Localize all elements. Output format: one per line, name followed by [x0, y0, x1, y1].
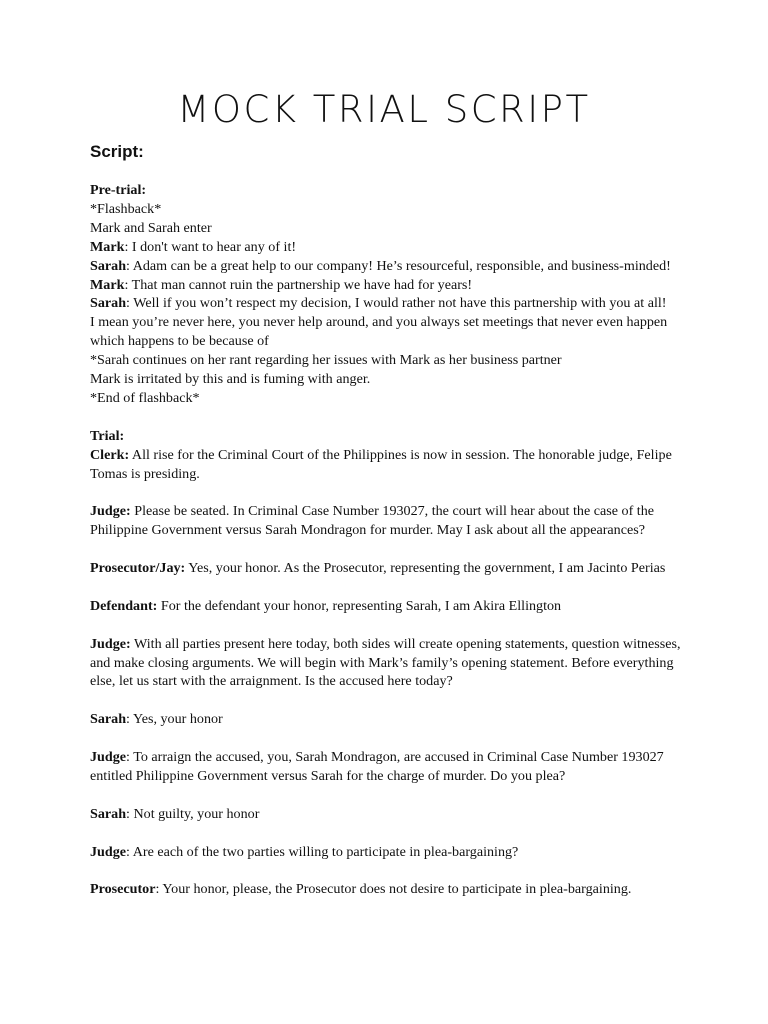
trial-dialogue: Prosecutor/Jay: Yes, your honor. As the Prosecutor, representing the government, I am Jacinto Perias: [90, 560, 666, 577]
trial-dialogue: Sarah: Not guilty, your honor: [90, 805, 260, 822]
trial-dialogue: Judge: To arraign the accused, you, Sarah Mondragon, are accused in Criminal Case Number 193027 entitled Philippine Government versus Sarah for the charge of murder. Do you plea?: [90, 749, 664, 784]
speaker-name: Sarah: [90, 295, 127, 312]
dialogue-line: Sarah: Adam can be a great help to our company! He’s resourceful, responsible, and business-minded!: [90, 257, 671, 274]
speaker-name: Defendant:: [90, 597, 158, 614]
speaker-name: Judge: [90, 843, 127, 860]
trial-dialogue: Judge: Are each of the two parties willing to participate in plea-bargaining?: [90, 843, 519, 860]
dialogue-line: Mark: I don't want to hear any of it!: [90, 238, 297, 255]
speaker-name: Mark: [90, 276, 125, 293]
speaker-name: Judge:: [90, 635, 131, 652]
speaker-name: Judge:: [90, 503, 131, 520]
pretrial-heading: Pre-trial:: [90, 182, 147, 198]
flashback-start: *Flashback*: [90, 200, 162, 217]
trial-dialogue: Defendant: For the defendant your honor, representing Sarah, I am Akira Ellington: [90, 597, 562, 614]
speaker-name: Prosecutor: [90, 881, 156, 898]
speaker-name: Mark: [90, 238, 125, 255]
stage-direction: Mark is irritated by this and is fuming with anger.: [90, 371, 371, 388]
trial-dialogue: Clerk: All rise for the Criminal Court of the Philippines is now in session. The honorable judge, Felipe Tomas is presiding.: [90, 446, 672, 482]
trial-dialogue: Judge: Please be seated. In Criminal Case Number 193027, the court will hear about the case of the Philippine Government versus Sarah Mondragon for murder. May I ask about all the appearances?: [90, 503, 654, 539]
speaker-name: Clerk:: [90, 446, 130, 463]
trial-dialogue: Sarah: Yes, your honor: [90, 711, 223, 728]
trial-heading: Trial:: [90, 427, 125, 444]
dialogue-line: Sarah: Well if you won’t respect my decision, I would rather not have this partnership with you at all!: [90, 295, 667, 312]
dialogue-continuation: I mean you’re never here, you never help around, and you always set meetings that never even happen: [90, 314, 668, 331]
document-title: MOCK TRIAL SCRIPT: [177, 88, 591, 131]
dialogue-line: Mark: That man cannot ruin the partnership we have had for years!: [90, 276, 473, 293]
speaker-name: Judge: [90, 749, 127, 766]
dialogue-continuation: which happens to be because of: [90, 333, 269, 350]
stage-direction: *Sarah continues on her rant regarding her issues with Mark as her business partner: [90, 352, 562, 369]
script-heading: Script:: [90, 142, 144, 161]
script-body: [90, 181, 690, 918]
flashback-end: *End of flashback*: [90, 389, 200, 406]
trial-dialogue: Judge: With all parties present here today, both sides will create opening statements, question witnesses, and make closing arguments. We will begin with Mark’s family’s opening statement. Before everything else, let us start with the arraignment. Is the accused here today?: [90, 635, 681, 690]
speaker-name: Sarah: [90, 711, 127, 728]
stage-direction-enter: Mark and Sarah enter: [90, 219, 212, 236]
trial-dialogue: Prosecutor: Your honor, please, the Prosecutor does not desire to participate in plea-bargaining.: [90, 881, 632, 898]
speaker-name: Prosecutor/Jay:: [90, 560, 186, 577]
speaker-name: Sarah: [90, 257, 127, 274]
speaker-name: Sarah: [90, 805, 127, 822]
